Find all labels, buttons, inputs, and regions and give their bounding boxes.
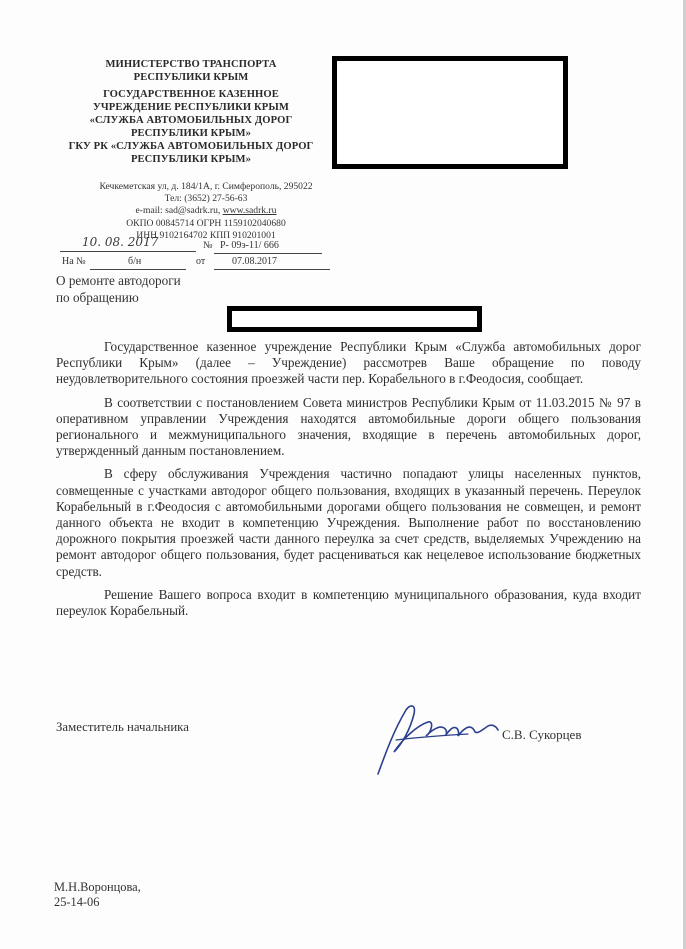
- executor-phone: 25-14-06: [54, 895, 100, 909]
- executor-block: [54, 880, 141, 910]
- contacts-block: [56, 181, 356, 242]
- short-name-line-2: РЕСПУБЛИКИ КРЫМ»: [130, 154, 252, 165]
- institution-line-2: УЧРЕЖДЕНИЕ РЕСПУБЛИКИ КРЫМ: [93, 102, 289, 113]
- reference-label: На №: [62, 256, 86, 267]
- redaction-box-salutation: [227, 306, 482, 332]
- subject: [56, 272, 181, 306]
- redaction-box-addressee: [332, 56, 568, 169]
- ministry-block: [56, 58, 326, 84]
- email-line: [56, 205, 356, 217]
- reference-underline: [90, 269, 186, 270]
- signer-name: С.В. Сукорцев: [502, 727, 582, 742]
- number-underline: [214, 253, 322, 254]
- date-underline: [60, 251, 196, 252]
- outgoing-number: Р- 09э-11/ 666: [220, 240, 279, 251]
- executor-name: М.Н.Воронцова,: [54, 880, 141, 894]
- organization-header: [56, 58, 326, 166]
- subject-line-2: по обращению: [56, 290, 139, 305]
- short-name-line-1: ГКУ РК «СЛУЖБА АВТОМОБИЛЬНЫХ ДОРОГ: [68, 141, 314, 152]
- institution-line-4: РЕСПУБЛИКИ КРЫМ»: [130, 128, 252, 139]
- short-name-block: [56, 140, 326, 166]
- number-label: №: [203, 240, 213, 251]
- outgoing-date: 10. 08. 2017: [82, 235, 159, 249]
- institution-block: [56, 88, 326, 140]
- okpo: ОКПО 00845714 ОГРН 1159102040680: [126, 217, 286, 229]
- email: e-mail: sad@sadrk.ru,: [135, 205, 223, 217]
- handwritten-signature: [372, 700, 502, 780]
- letter-body: [56, 339, 641, 626]
- body-paragraph: В соответствии с постановлением Совета министров Республики Крым от 11.03.2015 № 97 в оперативном управлении Учреждения находятся автомобильные дороги общего пользования регионального и межмуниципального значения, входящие в перечень автомобильных дорог, утвержденный данным постановлением.: [56, 394, 641, 459]
- reference-date: 07.08.2017: [232, 256, 277, 267]
- body-paragraph: Государственное казенное учреждение Республики Крым «Служба автомобильных дорог Республики Крым» (далее – Учреждение) рассмотрев Ваше обращение по поводу неудовлетворительного состояния проезжей части пер. Корабельного в г.Феодосия, сообщает.: [56, 339, 641, 387]
- from-label: от: [196, 256, 206, 267]
- website-link[interactable]: www.sadrk.ru: [222, 205, 277, 217]
- redaction-inner: [337, 61, 563, 164]
- subject-line-1: О ремонте автодороги: [56, 273, 181, 288]
- reference-date-underline: [214, 269, 330, 270]
- reference-number: б/н: [128, 256, 142, 267]
- redaction-inner: [232, 311, 477, 327]
- address: Кечкеметская ул, д. 184/1А, г. Симферополь, 295022: [99, 181, 313, 192]
- institution-line-1: ГОСУДАРСТВЕННОЕ КАЗЕННОЕ: [103, 89, 279, 100]
- ministry-line-1: МИНИСТЕРСТВО ТРАНСПОРТА: [105, 59, 277, 70]
- body-paragraph: В сферу обслуживания Учреждения частично попадают улицы населенных пунктов, совмещенные с участками автодорог общего пользования, входящих в указанный перечень. Переулок Корабельный в г.Феодосия с автомобильными дорогами общего пользования не совмещен, и ремонт данного объекта не входит в компетенцию Учреждения. Выполнение работ по восстановлению дорожного покрытия проезжей части данного переулка за счет средств, выделяемых Учреждению на ремонт автодорог общего пользования, будет расцениваться как нецелевое использование бюджетных средств.: [56, 466, 641, 579]
- signer-title: Заместитель начальника: [56, 720, 189, 734]
- ministry-line-2: РЕСПУБЛИКИ КРЫМ: [133, 72, 249, 83]
- institution-line-3: «СЛУЖБА АВТОМОБИЛЬНЫХ ДОРОГ: [89, 115, 293, 126]
- body-paragraph: Решение Вашего вопроса входит в компетенцию муниципального образования, куда входит переулок Корабельный.: [56, 586, 641, 619]
- inn: ИНН 9102164702 КПП 910201001: [136, 229, 276, 241]
- phone: Тел: (3652) 27-56-63: [164, 193, 248, 205]
